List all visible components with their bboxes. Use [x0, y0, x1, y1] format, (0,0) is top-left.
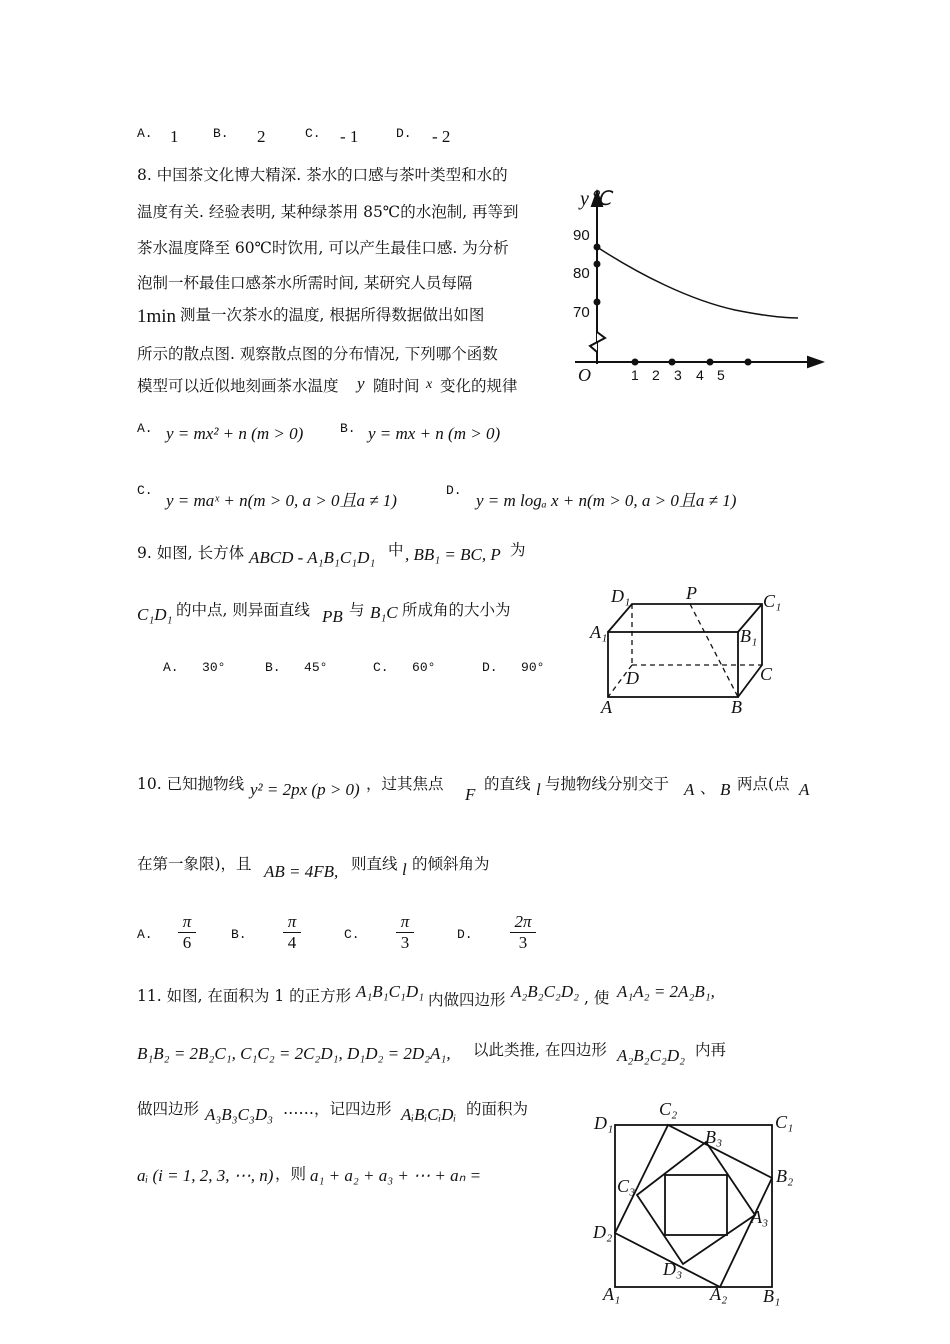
- q11-text: 内做四边形: [428, 991, 506, 1009]
- q10-math: F: [465, 785, 476, 804]
- q10-text: 、: [700, 779, 716, 797]
- q11-math: A₁B₁C₁D₁: [356, 982, 425, 1001]
- denominator: 4: [283, 932, 301, 953]
- vertex-label: A₁: [603, 1284, 621, 1304]
- q8-option-b: y = mx + n (m > 0): [368, 424, 501, 443]
- vertex-label: C₁: [775, 1112, 794, 1132]
- q11-text: 以此类推, 在四边形: [473, 1041, 607, 1059]
- vertex-label: D₃: [663, 1259, 683, 1279]
- vertex-label: B₂: [776, 1166, 794, 1186]
- q11-text: , 使: [584, 989, 610, 1007]
- q9-option-label: B.: [265, 660, 281, 675]
- chart-ylabel: y℃: [580, 188, 612, 210]
- vertex-label: C₂: [659, 1099, 678, 1119]
- vertex-label: B₃: [705, 1127, 723, 1147]
- q10-math: y² = 2px (p > 0): [250, 780, 360, 799]
- q7-option-b: 2: [257, 127, 266, 146]
- q11-math: B₁B₂ = 2B₂C₁, C₁C₂ = 2C₂D₁, D₁D₂ = 2D₂A₁,: [137, 1044, 451, 1063]
- q10-option-b-label: B.: [231, 927, 247, 942]
- q11-math: A₁A₂ = 2A₂B₁,: [617, 982, 715, 1001]
- q9-option-label: A.: [163, 660, 179, 675]
- y-tick-label: 90: [573, 227, 590, 244]
- q9-text: 与: [349, 601, 365, 619]
- q9-option-label: C.: [373, 660, 389, 675]
- q10-text: 的倾斜角为: [412, 855, 490, 873]
- numerator: π: [182, 912, 192, 931]
- q7-option-d-label: D.: [396, 126, 412, 141]
- q11-math: A₂B₂C₂D₂: [511, 982, 580, 1001]
- q10-math: A: [684, 780, 695, 799]
- denominator: 6: [178, 932, 196, 953]
- q8-text-line: 变化的规律: [440, 377, 518, 395]
- q8-text-line: 茶水温度降至 60℃时饮用, 可以产生最佳口感. 为分析: [137, 239, 509, 257]
- q11-text: 做四边形: [137, 1100, 200, 1118]
- vertex-label: B: [731, 697, 742, 717]
- y-tick-label: 80: [573, 265, 590, 282]
- q8-text-line: 随时间: [373, 377, 420, 395]
- q8-text-line: 温度有关. 经验表明, 某种绿茶用 85℃的水泡制, 再等到: [137, 203, 519, 221]
- q7-option-a: 1: [170, 127, 179, 146]
- q9-option-value: 45°: [304, 660, 328, 675]
- q10-text: 的直线: [484, 775, 531, 793]
- vertex-label: A₂: [710, 1284, 728, 1304]
- q7-option-c: - 1: [340, 127, 359, 146]
- q9-text: 所成角的大小为: [402, 601, 511, 619]
- q8-var-x: x: [426, 377, 433, 392]
- q8-option-b-label: B.: [340, 421, 356, 436]
- q8-text-line: 8. 中国茶文化博大精深. 茶水的口感与茶叶类型和水的: [137, 166, 508, 184]
- q11-math: A₃B₃C₃D₃: [205, 1105, 274, 1124]
- q11-text: 内再: [695, 1041, 727, 1059]
- q8-option-c: y = maˣ + n(m > 0, a > 0且a ≠ 1): [166, 491, 397, 510]
- q11-text: 11. 如图, 在面积为 1 的正方形: [137, 987, 352, 1005]
- q9-text: 9. 如图, 长方体: [137, 544, 245, 562]
- numerator: π: [287, 912, 297, 931]
- q7-option-d: - 2: [432, 127, 451, 146]
- chart-origin: O: [578, 365, 591, 385]
- q10-math: l: [402, 860, 407, 879]
- vertex-label: D: [626, 668, 639, 688]
- q10-text: 两点(点: [737, 775, 790, 793]
- vertex-label: B₁: [763, 1286, 781, 1306]
- q8-option-a: y = mx² + n (m > 0): [166, 424, 304, 443]
- q9-text: 的中点, 则异面直线: [176, 601, 310, 619]
- q10-math: AB = 4FB,: [264, 862, 339, 881]
- q9-math: ABCD - A₁B₁C₁D₁: [249, 548, 376, 567]
- q9-option-value: 60°: [412, 660, 436, 675]
- x-tick-label: 2: [652, 367, 660, 383]
- q8-option-a-label: A.: [137, 421, 153, 436]
- q10-text: 10. 已知抛物线: [137, 775, 245, 793]
- q8-text-line: 模型可以近似地刻画茶水温度: [137, 377, 339, 395]
- inner-square: [665, 1175, 727, 1235]
- y-tick-label: 70: [573, 304, 590, 321]
- q7-option-c-label: C.: [305, 126, 321, 141]
- q8-text-line: 所示的散点图. 观察散点图的分布情况, 下列哪个函数: [137, 345, 498, 363]
- q8-option-d: y = m logₐ x + n(m > 0, a > 0且a ≠ 1): [476, 491, 737, 510]
- vertex-label: D₂: [593, 1222, 613, 1242]
- q10-option-c-label: C.: [344, 927, 360, 942]
- q9-text: 为: [510, 541, 526, 559]
- x-tick-label: 3: [674, 367, 682, 383]
- q11-math: AᵢBᵢCᵢDᵢ: [401, 1105, 457, 1124]
- denominator: 3: [396, 932, 414, 953]
- q8-var-y: y: [357, 374, 365, 393]
- q9-math: PB: [322, 607, 343, 626]
- q10-math: A: [799, 780, 810, 799]
- x-tick-label: 5: [717, 367, 725, 383]
- x-tick-label: 1: [631, 367, 639, 383]
- q9-math: , BB₁ = BC, P: [405, 545, 501, 564]
- vertex-label: C₁: [763, 591, 782, 611]
- q9-option-value: 30°: [202, 660, 226, 675]
- q10-text: 则直线: [351, 855, 398, 873]
- q10-math: B: [720, 780, 731, 799]
- q9-option-value: 90°: [521, 660, 545, 675]
- numerator: π: [400, 912, 410, 931]
- vertex-label: P: [686, 583, 697, 603]
- q9-math: B₁C: [370, 603, 398, 622]
- q11-math: a₁ + a₂ + a₃ + ⋯ + aₙ =: [310, 1166, 482, 1185]
- vertex-label: D₁: [611, 586, 631, 606]
- q11-text: ……，记四边形: [283, 1100, 392, 1118]
- vertex-label: A₁: [590, 622, 608, 642]
- q10-text: 与抛物线分别交于: [545, 775, 670, 793]
- q10-text: 在第一象限)，且: [137, 855, 252, 873]
- x-tick-label: 4: [696, 367, 704, 383]
- q10-option-a-label: A.: [137, 927, 153, 942]
- q7-option-b-label: B.: [213, 126, 229, 141]
- q8-text-line: 泡制一杯最佳口感茶水所需时间, 某研究人员每隔: [137, 274, 473, 292]
- q11-text: 的面积为: [466, 1100, 529, 1118]
- q11-text: ，则: [275, 1165, 307, 1183]
- q9-text: 中: [388, 541, 404, 559]
- q7-option-a-label: A.: [137, 126, 153, 141]
- q10-option-d-label: D.: [457, 927, 473, 942]
- q10-math: l: [536, 780, 541, 799]
- q8-text-line: 测量一次茶水的温度, 根据所得数据做出如图: [180, 306, 485, 324]
- vertex-label: C₃: [617, 1176, 636, 1196]
- q8-option-d-label: D.: [446, 483, 462, 498]
- vertex-label: A: [601, 697, 612, 717]
- q8-1min: 1min: [137, 306, 177, 327]
- q11-math: aᵢ (i = 1, 2, 3, ⋯, n): [137, 1166, 274, 1185]
- numerator: 2π: [514, 912, 532, 931]
- q9-math: C₁D₁: [137, 605, 173, 624]
- q8-option-c-label: C.: [137, 483, 153, 498]
- vertex-label: C: [760, 664, 773, 684]
- q11-math: A₂B₂C₂D₂: [617, 1046, 686, 1065]
- vertex-label: A₃: [751, 1207, 769, 1227]
- q9-option-label: D.: [482, 660, 498, 675]
- q10-text: ，过其焦点: [366, 775, 444, 793]
- vertex-label: B₁: [740, 626, 758, 646]
- denominator: 3: [510, 932, 536, 953]
- vertex-label: D₁: [594, 1113, 614, 1133]
